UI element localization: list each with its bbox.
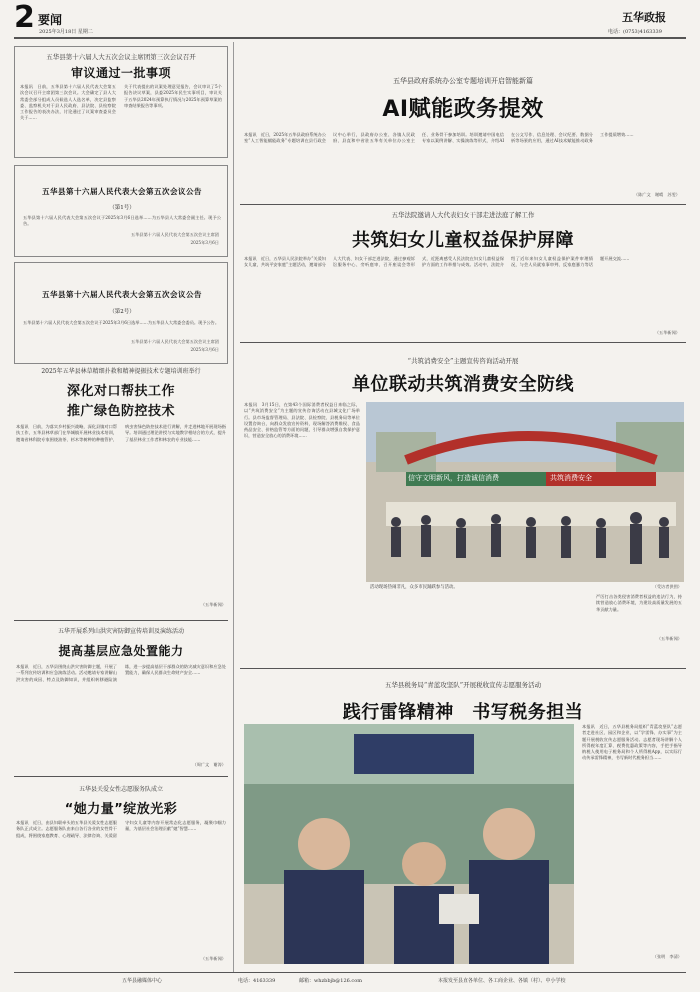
footer-tel: 电话：4163339 <box>238 978 276 984</box>
tax-signature: （张明 李清） <box>652 954 682 959</box>
tax-article <box>240 668 686 970</box>
tax-body: 本报讯 近日，五华县税务局组织“青蓝攻坚队”志愿者走进社区、园区和企业，以“学雷锋、办实事”为主题开展税收宣传志愿服务活动。志愿者现场讲解个人所得税年度汇算、税费优惠政策等内容，手把手指导纳税人使用电子税务局和个人所得税App，以实际行动传承雷锋精神，书写新时代税务担当…… <box>582 724 682 761</box>
paper-phone: 电话：(0753)4163339 <box>608 29 662 35</box>
audit-kicker: 五华县第十六届人大五次会议主席团第三次会议召开 <box>46 53 196 61</box>
consumer-top-rule <box>240 342 686 343</box>
page-number: 2 <box>14 0 35 35</box>
women-rights-article <box>240 204 686 340</box>
consumer-body: 本报讯 3月15日，在第43个国际消费者权益日来临之际，以“共筑消费安全”为主题的宣传咨询活动在县城文化广场举行。县市场监督管理局、县法院、县检察院、县税务局等单位设置咨询台，向群众发放宣传资料，现场解答消费维权、食品药品安全、价格监管等方面的问题，引导群众增强自我保护意识，营造安全放心的消费环境…… <box>244 402 360 439</box>
women-power-kicker: 五华县关爱女性志愿服务队成立 <box>78 786 163 793</box>
women-power-article <box>14 776 228 970</box>
tax-kicker: 五华县税务局“青蓝攻坚队”开展税收宣传志愿服务活动 <box>384 681 542 689</box>
footer-publisher: 五华县融媒体中心 <box>122 978 163 984</box>
women-power-body: 本报讯 近日，由县妇联牵头的五华县关爱女性志愿服务队正式成立。志愿服务队由来自各行各业的女性骨干组成，将围绕家庭教育、心理疏导、法律咨询、关爱留守妇女儿童等内容开展常态化志愿服务，凝聚巾帼力量，为基层社会治理贡献“她”智慧…… <box>16 820 226 838</box>
paper-name: 五华政报 <box>622 11 666 24</box>
women-rights-body: 本报讯 近日，五华县人民法院举办“关爱妇女儿童，共筑平安家庭”主题活动，邀请部分人大代表、妇女干部走进法院，通过参观诉讼服务中心、旁听庭审、召开座谈会等形式，近距离感受人民法院在妇女儿童权益保护方面的工作举措与成效。活动中，法院介绍了近年来妇女儿童权益保护案件审理情况，与会人员就家事审判、反家庭暴力等话题开展交流…… <box>244 256 630 268</box>
notice-2-number: （第2号） <box>109 309 135 315</box>
emergency-title: 提高基层应急处置能力 <box>58 644 184 658</box>
notice-2 <box>14 262 228 364</box>
women-power-top-rule <box>14 776 228 777</box>
consumer-photo-caption: 活动现场热闹非凡，众多市民踊跃参与活动。 <box>370 585 458 590</box>
notice-1 <box>14 165 228 257</box>
section-title: 要闻 <box>38 13 63 27</box>
emergency-kicker: 五华开展系列山洪灾害防御宣传培训及演练活动 <box>57 628 184 635</box>
emergency-body: 本报讯 近日，五华县围绕山洪灾害防御主题，开展了一系列宣传培训和应急演练活动。活动邀请专家讲解山洪灾害的成因、特点及防御知识，并组织转移避险演练，进一步提高基层干部群众的防灾减灾意识和应急处置能力，确保人民群众生命财产安全…… <box>16 664 226 682</box>
consumer-banner-text-2: 共筑消费安全 <box>550 474 592 482</box>
tax-photo <box>244 724 574 964</box>
women-rights-top-rule <box>240 204 686 205</box>
notice-1-date: 2025年3月6日 <box>190 240 219 245</box>
women-rights-kicker: 五华法院邀请人大代表妇女干部走进法庭了解工作 <box>391 211 535 219</box>
emergency-article <box>14 620 228 772</box>
audit-title: 审议通过一批事项 <box>70 66 171 80</box>
forest-body: 本报讯 日前，为落实乡村振兴战略，深化县镇对口帮扶工作，五华县林草部门在华城镇开展林业技术培训，邀请省林科院专家围绕油茶、杉木等树种的种植管护、病虫害绿色防控技术进行讲解，并走进林地开展现场指导。培训通过理论讲授与实地教学相结合的方式，提升了基层林业工作者和林农的专业技能…… <box>16 424 226 442</box>
audit-body-left: 本报讯 日前，五华县第十六届人民代表大会第五次会议召开主席团第三次会议。大会确定了县人大常委会部分组成人员候选人人选名单，决定县监察委、监察机关对于县人民政府、县法院、县检察院工作报告的表决办法，讨论通过了议案审查委员会关于…… <box>20 84 116 121</box>
notice-1-title: 五华县第十六届人民代表大会第五次会议公告 <box>42 187 202 196</box>
notice-2-date: 2025年3月6日 <box>190 347 219 352</box>
consumer-body-right: 严厉打击各类侵害消费者权益的违法行为，持续营造放心消费环境，为建设高质量发展的五华贡献力量。 <box>596 594 682 612</box>
consumer-signature: （五华新闻） <box>656 636 682 641</box>
forest-title-2: 推广绿色防控技术 <box>66 404 175 419</box>
notice-2-body: 五华县第十六届人民代表大会第五次会议于2025年3月6日选举……为五华县人大常委会委员。现予公告。 <box>23 320 220 325</box>
women-power-signature: （五华新闻） <box>200 956 226 961</box>
tax-top-rule <box>240 668 686 669</box>
women-power-title: “她力量”绽放光彩 <box>64 802 178 817</box>
footer-rule <box>14 972 686 973</box>
tax-title: 践行雷锋精神 书写税务担当 <box>342 702 584 723</box>
masthead <box>0 0 700 38</box>
ai-kicker: 五华县政府系统办公室专题培训开启智能新篇 <box>393 77 533 85</box>
notice-1-number: （第1号） <box>109 205 135 211</box>
notice-1-body: 五华县第十六届人民代表大会第五次会议于2025年3月6日选举……为五华县人大常委会副主任。现予公告。 <box>23 215 221 227</box>
tax-photo-illustration <box>244 724 574 964</box>
footer-note: 本报发至县直各单位、各工商企业、各镇（村）、中小学校 <box>438 978 566 984</box>
notice-2-issuer: 五华县第十六届人民代表大会第五次会议主席团 <box>131 339 219 344</box>
ai-signature: （陈广文 谢晴 苏雯） <box>633 192 680 197</box>
consumer-photo-credit: （受访者供图） <box>652 584 682 589</box>
column-divider <box>233 42 234 972</box>
emergency-signature: （周广文 谢涛） <box>192 762 226 767</box>
forest-article <box>14 366 228 614</box>
consumer-photo-illustration <box>366 402 684 582</box>
footer-email: 邮箱：whzbbjb@126.com <box>299 978 362 984</box>
ai-body: 本报讯 近日，2025年五华县政府系统办公室“人工智能赋能政务”专题培训在县行政会议中心举行，县政府办公室、各镇人民政府、县直和中省驻五华有关单位办公室主任、业务骨干参加培训。培训邀请中国电信专家以案例讲解、实操演练等形式，介绍AI在公文写作、信息处理、会议纪要、数据分析等场景的应用，通过AI技术赋能推动政务工作提质增效…… <box>244 132 634 144</box>
ai-article <box>240 42 686 202</box>
ai-title: AI赋能政务提效 <box>382 97 544 122</box>
notice-1-issuer: 五华县第十六届人民代表大会第五次会议主席团 <box>131 232 219 237</box>
forest-kicker: 2025年五华县林草精细扑救和精神提振技术专题培训班举行 <box>41 368 201 375</box>
consumer-photo <box>366 402 684 582</box>
consumer-article <box>240 342 686 652</box>
forest-title-1: 深化对口帮扶工作 <box>66 384 175 399</box>
consumer-title: 单位联动共筑消费安全防线 <box>352 374 574 395</box>
notice-2-title: 五华县第十六届人民代表大会第五次会议公告 <box>42 290 202 299</box>
issue-date: 2025年3月18日 星期二 <box>39 29 93 35</box>
emergency-top-rule <box>14 620 228 621</box>
women-rights-title: 共筑妇女儿童权益保护屏障 <box>352 230 574 251</box>
consumer-kicker: “共筑消费安全”主题宣传咨询活动开展 <box>407 357 519 365</box>
audit-body-right: 关于代表提出的议案处理意见报告，会议审议了5个报告决议草案，县委2025年民生实事项目，审议关于五华县2024年预算执行情况与2025年预算草案的审查结果报告等事项。 <box>124 84 222 108</box>
masthead-rule <box>14 37 686 39</box>
women-rights-signature: （五华新闻） <box>654 330 680 335</box>
forest-signature: （五华新闻） <box>200 602 226 607</box>
footer <box>14 975 686 989</box>
consumer-banner-text: 信守文明新风，打造诚信消费 <box>408 474 499 482</box>
